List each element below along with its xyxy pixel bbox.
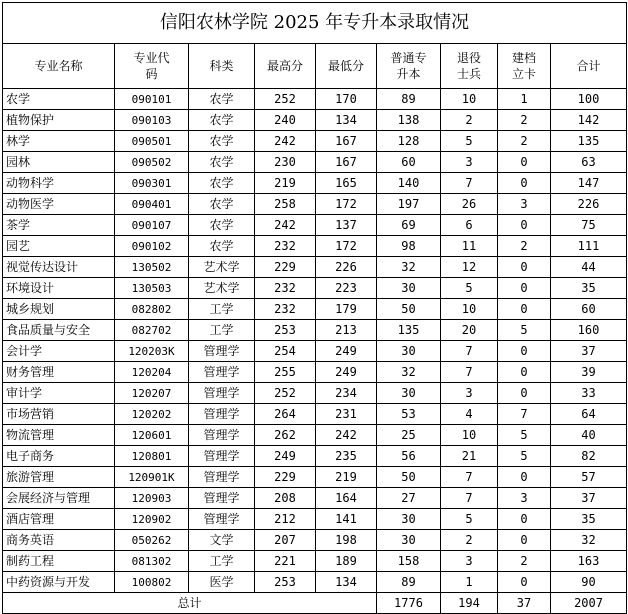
cell-total: 39 bbox=[551, 362, 627, 383]
cell-major: 茶学 bbox=[3, 215, 115, 236]
cell-major: 园艺 bbox=[3, 236, 115, 257]
header-max: 最高分 bbox=[255, 44, 316, 89]
cell-code: 082802 bbox=[115, 299, 189, 320]
cell-general: 32 bbox=[377, 257, 441, 278]
cell-poverty: 0 bbox=[498, 383, 551, 404]
cell-max: 219 bbox=[255, 173, 316, 194]
page-title: 信阳农林学院 2025 年专升本录取情况 bbox=[3, 3, 627, 44]
cell-category: 管理学 bbox=[189, 488, 255, 509]
table-row bbox=[3, 320, 627, 341]
cell-general: 140 bbox=[377, 173, 441, 194]
header-total: 合计 bbox=[551, 44, 627, 89]
cell-general: 53 bbox=[377, 404, 441, 425]
cell-major: 会展经济与管理 bbox=[3, 488, 115, 509]
cell-min: 226 bbox=[316, 257, 377, 278]
cell-max: 232 bbox=[255, 236, 316, 257]
cell-code: 090502 bbox=[115, 152, 189, 173]
cell-veteran: 7 bbox=[441, 467, 498, 488]
cell-category: 农学 bbox=[189, 236, 255, 257]
header-general-text: 普通专升本 bbox=[390, 51, 427, 81]
cell-general: 128 bbox=[377, 131, 441, 152]
cell-poverty: 0 bbox=[498, 572, 551, 593]
cell-total: 147 bbox=[551, 173, 627, 194]
cell-major: 财务管理 bbox=[3, 362, 115, 383]
cell-veteran: 2 bbox=[441, 530, 498, 551]
cell-code: 082702 bbox=[115, 320, 189, 341]
cell-veteran: 7 bbox=[441, 362, 498, 383]
cell-general: 30 bbox=[377, 278, 441, 299]
cell-general: 89 bbox=[377, 572, 441, 593]
cell-max: 229 bbox=[255, 257, 316, 278]
cell-code: 120207 bbox=[115, 383, 189, 404]
total-general: 1776 bbox=[377, 593, 441, 614]
cell-total: 32 bbox=[551, 530, 627, 551]
cell-poverty: 2 bbox=[498, 110, 551, 131]
cell-poverty: 0 bbox=[498, 278, 551, 299]
cell-poverty: 0 bbox=[498, 467, 551, 488]
header-min: 最低分 bbox=[316, 44, 377, 89]
table-row bbox=[3, 89, 627, 110]
cell-min: 198 bbox=[316, 530, 377, 551]
cell-general: 135 bbox=[377, 320, 441, 341]
cell-code: 090401 bbox=[115, 194, 189, 215]
cell-total: 100 bbox=[551, 89, 627, 110]
cell-max: 242 bbox=[255, 215, 316, 236]
cell-veteran: 3 bbox=[441, 152, 498, 173]
cell-poverty: 0 bbox=[498, 257, 551, 278]
cell-code: 090501 bbox=[115, 131, 189, 152]
cell-code: 120203K bbox=[115, 341, 189, 362]
cell-veteran: 10 bbox=[441, 425, 498, 446]
cell-veteran: 20 bbox=[441, 320, 498, 341]
cell-category: 农学 bbox=[189, 215, 255, 236]
cell-major: 农学 bbox=[3, 89, 115, 110]
header-general bbox=[377, 44, 441, 89]
cell-poverty: 1 bbox=[498, 89, 551, 110]
cell-max: 255 bbox=[255, 362, 316, 383]
cell-total: 44 bbox=[551, 257, 627, 278]
cell-general: 30 bbox=[377, 509, 441, 530]
cell-total: 160 bbox=[551, 320, 627, 341]
total-poverty: 37 bbox=[498, 593, 551, 614]
cell-category: 管理学 bbox=[189, 509, 255, 530]
cell-category: 管理学 bbox=[189, 362, 255, 383]
cell-poverty: 2 bbox=[498, 236, 551, 257]
cell-major: 园林 bbox=[3, 152, 115, 173]
cell-total: 111 bbox=[551, 236, 627, 257]
cell-min: 137 bbox=[316, 215, 377, 236]
cell-total: 63 bbox=[551, 152, 627, 173]
cell-total: 75 bbox=[551, 215, 627, 236]
cell-max: 221 bbox=[255, 551, 316, 572]
cell-category: 艺术学 bbox=[189, 278, 255, 299]
cell-total: 37 bbox=[551, 341, 627, 362]
total-veteran: 194 bbox=[441, 593, 498, 614]
cell-code: 130502 bbox=[115, 257, 189, 278]
cell-total: 37 bbox=[551, 488, 627, 509]
cell-general: 27 bbox=[377, 488, 441, 509]
cell-min: 213 bbox=[316, 320, 377, 341]
title-row bbox=[3, 3, 627, 44]
cell-max: 232 bbox=[255, 299, 316, 320]
cell-veteran: 7 bbox=[441, 341, 498, 362]
cell-veteran: 10 bbox=[441, 89, 498, 110]
cell-veteran: 7 bbox=[441, 488, 498, 509]
cell-general: 32 bbox=[377, 362, 441, 383]
table-row bbox=[3, 383, 627, 404]
cell-max: 232 bbox=[255, 278, 316, 299]
cell-category: 农学 bbox=[189, 131, 255, 152]
cell-poverty: 2 bbox=[498, 131, 551, 152]
table-row bbox=[3, 215, 627, 236]
cell-min: 249 bbox=[316, 341, 377, 362]
table-row bbox=[3, 236, 627, 257]
cell-major: 酒店管理 bbox=[3, 509, 115, 530]
cell-min: 170 bbox=[316, 89, 377, 110]
cell-general: 138 bbox=[377, 110, 441, 131]
cell-max: 264 bbox=[255, 404, 316, 425]
cell-general: 158 bbox=[377, 551, 441, 572]
cell-max: 253 bbox=[255, 320, 316, 341]
cell-max: 240 bbox=[255, 110, 316, 131]
cell-max: 212 bbox=[255, 509, 316, 530]
cell-poverty: 3 bbox=[498, 194, 551, 215]
table-row bbox=[3, 425, 627, 446]
cell-general: 56 bbox=[377, 446, 441, 467]
table-row bbox=[3, 551, 627, 572]
cell-major: 城乡规划 bbox=[3, 299, 115, 320]
cell-code: 090301 bbox=[115, 173, 189, 194]
cell-code: 050262 bbox=[115, 530, 189, 551]
cell-general: 50 bbox=[377, 467, 441, 488]
admission-sheet bbox=[2, 2, 626, 614]
cell-general: 30 bbox=[377, 530, 441, 551]
cell-min: 172 bbox=[316, 236, 377, 257]
cell-max: 258 bbox=[255, 194, 316, 215]
cell-code: 120204 bbox=[115, 362, 189, 383]
cell-total: 90 bbox=[551, 572, 627, 593]
cell-max: 252 bbox=[255, 383, 316, 404]
cell-category: 农学 bbox=[189, 152, 255, 173]
cell-major: 动物医学 bbox=[3, 194, 115, 215]
cell-max: 229 bbox=[255, 467, 316, 488]
header-category: 科类 bbox=[189, 44, 255, 89]
cell-min: 141 bbox=[316, 509, 377, 530]
table-row bbox=[3, 362, 627, 383]
cell-poverty: 2 bbox=[498, 551, 551, 572]
cell-total: 40 bbox=[551, 425, 627, 446]
cell-major: 动物科学 bbox=[3, 173, 115, 194]
cell-major: 市场营销 bbox=[3, 404, 115, 425]
data-rows bbox=[3, 89, 627, 593]
cell-poverty: 0 bbox=[498, 152, 551, 173]
cell-max: 242 bbox=[255, 131, 316, 152]
cell-category: 管理学 bbox=[189, 446, 255, 467]
cell-poverty: 0 bbox=[498, 509, 551, 530]
cell-veteran: 5 bbox=[441, 131, 498, 152]
cell-poverty: 0 bbox=[498, 215, 551, 236]
cell-general: 60 bbox=[377, 152, 441, 173]
cell-veteran: 1 bbox=[441, 572, 498, 593]
cell-total: 35 bbox=[551, 509, 627, 530]
cell-code: 120202 bbox=[115, 404, 189, 425]
cell-major: 中药资源与开发 bbox=[3, 572, 115, 593]
cell-code: 090102 bbox=[115, 236, 189, 257]
table-row bbox=[3, 404, 627, 425]
table-row bbox=[3, 152, 627, 173]
cell-max: 253 bbox=[255, 572, 316, 593]
cell-category: 文学 bbox=[189, 530, 255, 551]
cell-total: 142 bbox=[551, 110, 627, 131]
cell-category: 医学 bbox=[189, 572, 255, 593]
header-veteran-text: 退役士兵 bbox=[456, 51, 481, 81]
table-row bbox=[3, 194, 627, 215]
cell-total: 57 bbox=[551, 467, 627, 488]
cell-category: 管理学 bbox=[189, 341, 255, 362]
cell-poverty: 5 bbox=[498, 425, 551, 446]
cell-total: 226 bbox=[551, 194, 627, 215]
table-row bbox=[3, 446, 627, 467]
cell-max: 252 bbox=[255, 89, 316, 110]
cell-poverty: 3 bbox=[498, 488, 551, 509]
cell-poverty: 0 bbox=[498, 341, 551, 362]
cell-min: 249 bbox=[316, 362, 377, 383]
cell-code: 090107 bbox=[115, 215, 189, 236]
cell-general: 50 bbox=[377, 299, 441, 320]
cell-min: 164 bbox=[316, 488, 377, 509]
cell-veteran: 10 bbox=[441, 299, 498, 320]
cell-max: 262 bbox=[255, 425, 316, 446]
cell-general: 98 bbox=[377, 236, 441, 257]
cell-min: 235 bbox=[316, 446, 377, 467]
cell-total: 33 bbox=[551, 383, 627, 404]
cell-general: 69 bbox=[377, 215, 441, 236]
cell-general: 197 bbox=[377, 194, 441, 215]
cell-poverty: 0 bbox=[498, 299, 551, 320]
table-row bbox=[3, 257, 627, 278]
table-row bbox=[3, 509, 627, 530]
cell-code: 120801 bbox=[115, 446, 189, 467]
cell-poverty: 5 bbox=[498, 320, 551, 341]
cell-veteran: 2 bbox=[441, 110, 498, 131]
cell-max: 207 bbox=[255, 530, 316, 551]
cell-code: 120901K bbox=[115, 467, 189, 488]
cell-general: 30 bbox=[377, 341, 441, 362]
cell-veteran: 5 bbox=[441, 278, 498, 299]
cell-min: 134 bbox=[316, 572, 377, 593]
cell-major: 视觉传达设计 bbox=[3, 257, 115, 278]
cell-min: 134 bbox=[316, 110, 377, 131]
cell-min: 172 bbox=[316, 194, 377, 215]
cell-veteran: 12 bbox=[441, 257, 498, 278]
cell-category: 管理学 bbox=[189, 425, 255, 446]
cell-category: 管理学 bbox=[189, 467, 255, 488]
total-row bbox=[3, 593, 627, 614]
cell-major: 植物保护 bbox=[3, 110, 115, 131]
cell-veteran: 4 bbox=[441, 404, 498, 425]
cell-code: 120601 bbox=[115, 425, 189, 446]
cell-code: 130503 bbox=[115, 278, 189, 299]
cell-major: 旅游管理 bbox=[3, 467, 115, 488]
header-veteran bbox=[441, 44, 498, 89]
header-row bbox=[3, 44, 627, 89]
cell-major: 会计学 bbox=[3, 341, 115, 362]
cell-major: 物流管理 bbox=[3, 425, 115, 446]
cell-veteran: 6 bbox=[441, 215, 498, 236]
table-row bbox=[3, 572, 627, 593]
cell-general: 25 bbox=[377, 425, 441, 446]
cell-code: 081302 bbox=[115, 551, 189, 572]
cell-category: 工学 bbox=[189, 320, 255, 341]
cell-category: 工学 bbox=[189, 299, 255, 320]
cell-code: 090103 bbox=[115, 110, 189, 131]
header-poverty-text: 建档立卡 bbox=[511, 51, 536, 81]
cell-veteran: 3 bbox=[441, 551, 498, 572]
cell-poverty: 0 bbox=[498, 173, 551, 194]
cell-poverty: 0 bbox=[498, 530, 551, 551]
header-code-text: 专业代码 bbox=[133, 51, 170, 81]
cell-max: 249 bbox=[255, 446, 316, 467]
table-row bbox=[3, 173, 627, 194]
cell-major: 林学 bbox=[3, 131, 115, 152]
cell-poverty: 5 bbox=[498, 446, 551, 467]
cell-veteran: 5 bbox=[441, 509, 498, 530]
cell-total: 163 bbox=[551, 551, 627, 572]
cell-veteran: 11 bbox=[441, 236, 498, 257]
cell-code: 120903 bbox=[115, 488, 189, 509]
cell-major: 环境设计 bbox=[3, 278, 115, 299]
cell-min: 231 bbox=[316, 404, 377, 425]
cell-major: 电子商务 bbox=[3, 446, 115, 467]
cell-veteran: 7 bbox=[441, 173, 498, 194]
cell-min: 242 bbox=[316, 425, 377, 446]
cell-category: 工学 bbox=[189, 551, 255, 572]
cell-category: 农学 bbox=[189, 89, 255, 110]
cell-total: 35 bbox=[551, 278, 627, 299]
cell-category: 艺术学 bbox=[189, 257, 255, 278]
table-row bbox=[3, 341, 627, 362]
table-row bbox=[3, 131, 627, 152]
cell-poverty: 0 bbox=[498, 362, 551, 383]
cell-total: 135 bbox=[551, 131, 627, 152]
table-row bbox=[3, 299, 627, 320]
cell-veteran: 26 bbox=[441, 194, 498, 215]
cell-min: 223 bbox=[316, 278, 377, 299]
cell-total: 64 bbox=[551, 404, 627, 425]
cell-code: 090101 bbox=[115, 89, 189, 110]
total-sum: 2007 bbox=[551, 593, 627, 614]
cell-veteran: 3 bbox=[441, 383, 498, 404]
cell-total: 60 bbox=[551, 299, 627, 320]
cell-category: 农学 bbox=[189, 194, 255, 215]
table-row bbox=[3, 530, 627, 551]
table-row bbox=[3, 278, 627, 299]
table-row bbox=[3, 110, 627, 131]
total-label: 总计 bbox=[3, 593, 377, 614]
cell-general: 89 bbox=[377, 89, 441, 110]
header-poverty bbox=[498, 44, 551, 89]
cell-major: 商务英语 bbox=[3, 530, 115, 551]
cell-max: 230 bbox=[255, 152, 316, 173]
cell-code: 100802 bbox=[115, 572, 189, 593]
cell-min: 189 bbox=[316, 551, 377, 572]
cell-min: 165 bbox=[316, 173, 377, 194]
cell-max: 254 bbox=[255, 341, 316, 362]
cell-major: 审计学 bbox=[3, 383, 115, 404]
cell-poverty: 7 bbox=[498, 404, 551, 425]
cell-category: 农学 bbox=[189, 110, 255, 131]
cell-veteran: 21 bbox=[441, 446, 498, 467]
cell-category: 管理学 bbox=[189, 404, 255, 425]
cell-max: 208 bbox=[255, 488, 316, 509]
cell-min: 234 bbox=[316, 383, 377, 404]
cell-category: 农学 bbox=[189, 173, 255, 194]
cell-general: 30 bbox=[377, 383, 441, 404]
header-code bbox=[115, 44, 189, 89]
table-row bbox=[3, 467, 627, 488]
admission-table bbox=[2, 2, 627, 614]
cell-min: 179 bbox=[316, 299, 377, 320]
cell-code: 120902 bbox=[115, 509, 189, 530]
table-row bbox=[3, 488, 627, 509]
cell-min: 219 bbox=[316, 467, 377, 488]
cell-min: 167 bbox=[316, 152, 377, 173]
header-major: 专业名称 bbox=[3, 44, 115, 89]
cell-min: 167 bbox=[316, 131, 377, 152]
cell-major: 食品质量与安全 bbox=[3, 320, 115, 341]
cell-major: 制药工程 bbox=[3, 551, 115, 572]
cell-category: 管理学 bbox=[189, 383, 255, 404]
cell-total: 82 bbox=[551, 446, 627, 467]
